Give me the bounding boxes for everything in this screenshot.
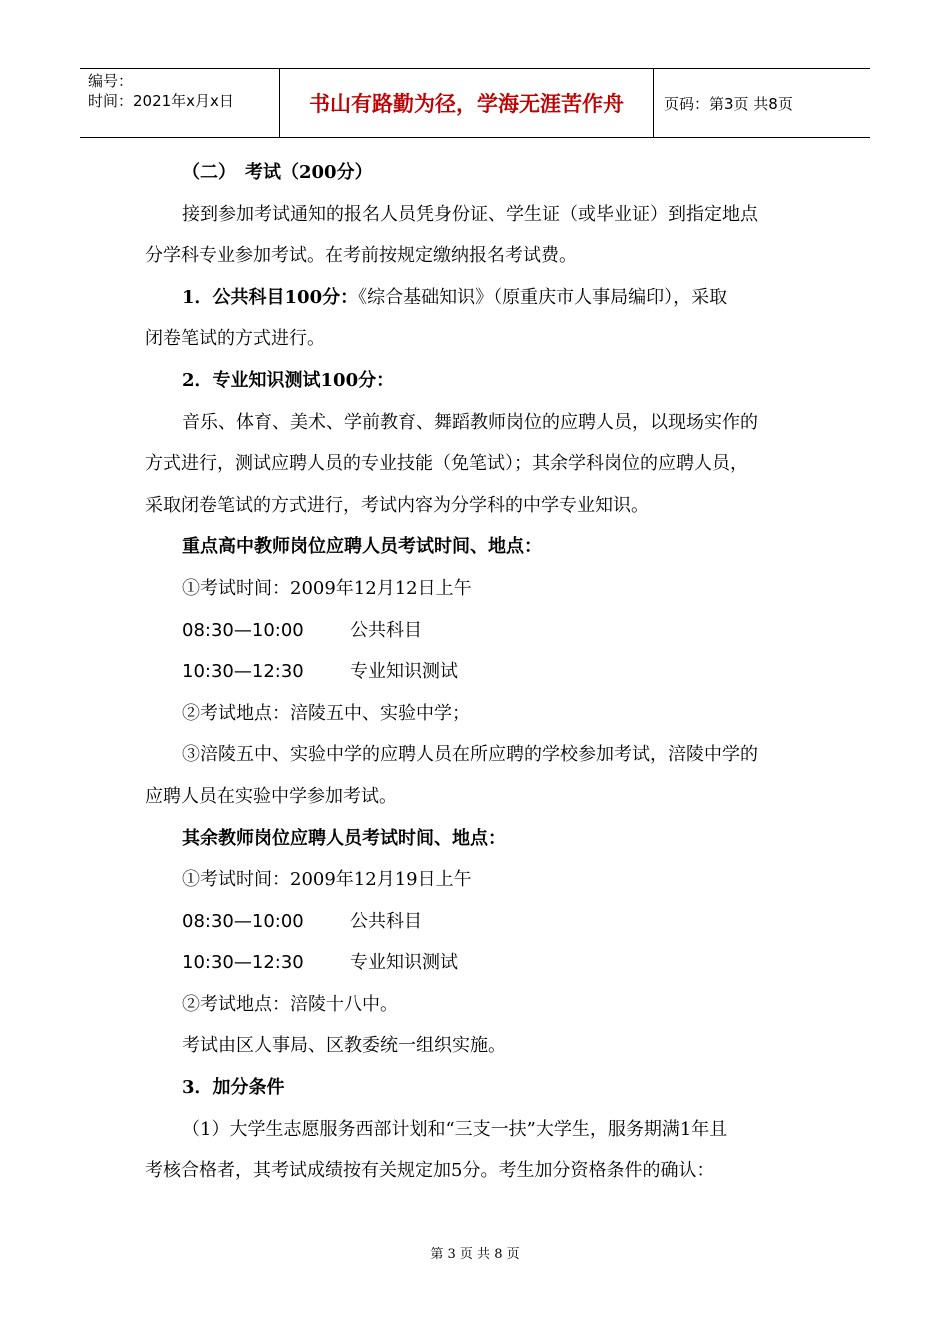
header-date: 时间：2021年x月x日: [88, 92, 234, 110]
page-footer: 第 3 页 共 8 页: [430, 1247, 520, 1262]
paragraph-line: （1）大学生志愿服务西部计划和“三支一扶”大学生，服务期满1年且: [182, 1118, 728, 1140]
item-heading: 2．专业知识测试100分：: [182, 369, 395, 391]
item-public-subject: [145, 277, 805, 319]
item-heading: 1．公共科目100分：: [182, 286, 359, 308]
schedule-time: 08:30—10:00: [182, 619, 304, 641]
exam-time: ①考试时间：2009年12月12日上午: [182, 577, 472, 599]
header-number: 编号：: [88, 72, 134, 90]
item-text: 《综合基础知识》（原重庆市人事局编印），采取: [358, 286, 728, 308]
header-meta: [80, 69, 280, 137]
schedule-row: [145, 651, 805, 693]
schedule-row: [145, 942, 805, 984]
exam-location: ②考试地点：涪陵五中、实验中学；: [182, 702, 470, 724]
document-header: [80, 68, 870, 138]
schedule-subject: 专业知识测试: [350, 952, 458, 974]
schedule-row: [145, 610, 805, 652]
schedule-time: 10:30—12:30: [182, 952, 304, 974]
exam-location: ②考试地点：涪陵十八中。: [182, 993, 398, 1015]
subsection-heading: 其余教师岗位应聘人员考试时间、地点：: [182, 827, 506, 849]
paragraph-line: 考试由区人事局、区教委统一组织实施。: [182, 1035, 506, 1057]
paragraph-line: ③涪陵五中、实验中学的应聘人员在所应聘的学校参加考试，涪陵中学的: [182, 744, 758, 766]
section-heading: （二） 考试（200分）: [182, 162, 373, 183]
paragraph-line: 闭卷笔试的方式进行。: [145, 328, 325, 350]
paragraph-line: 方式进行，测试应聘人员的专业技能（免笔试）；其余学科岗位的应聘人员，: [145, 453, 748, 475]
paragraph-line: 应聘人员在实验中学参加考试。: [145, 785, 397, 807]
header-page: 页码：第3页 共8页: [664, 94, 793, 113]
item-heading: 3．加分条件: [182, 1077, 285, 1099]
paragraph-line: 分学科专业参加考试。在考前按规定缴纳报名考试费。: [145, 245, 577, 267]
header-motto: 书山有路勤为径，学海无涯苦作舟: [280, 69, 654, 137]
schedule-subject: 专业知识测试: [350, 661, 458, 683]
document-body: [145, 152, 805, 1192]
schedule-row: [145, 901, 805, 943]
paragraph-line: 采取闭卷笔试的方式进行，考试内容为分学科的中学专业知识。: [145, 494, 649, 516]
paragraph-line: 接到参加考试通知的报名人员凭身份证、学生证（或毕业证）到指定地点: [182, 203, 758, 225]
schedule-subject: 公共科目: [350, 619, 422, 641]
schedule-subject: 公共科目: [350, 910, 422, 932]
exam-time: ①考试时间：2009年12月19日上午: [182, 869, 472, 891]
schedule-time: 08:30—10:00: [182, 910, 304, 932]
paragraph-line: 音乐、体育、美术、学前教育、舞蹈教师岗位的应聘人员，以现场实作的: [182, 411, 758, 433]
paragraph-line: 考核合格者，其考试成绩按有关规定加5分。考生加分资格条件的确认：: [145, 1160, 715, 1182]
subsection-heading: 重点高中教师岗位应聘人员考试时间、地点：: [182, 536, 542, 558]
schedule-time: 10:30—12:30: [182, 661, 304, 683]
